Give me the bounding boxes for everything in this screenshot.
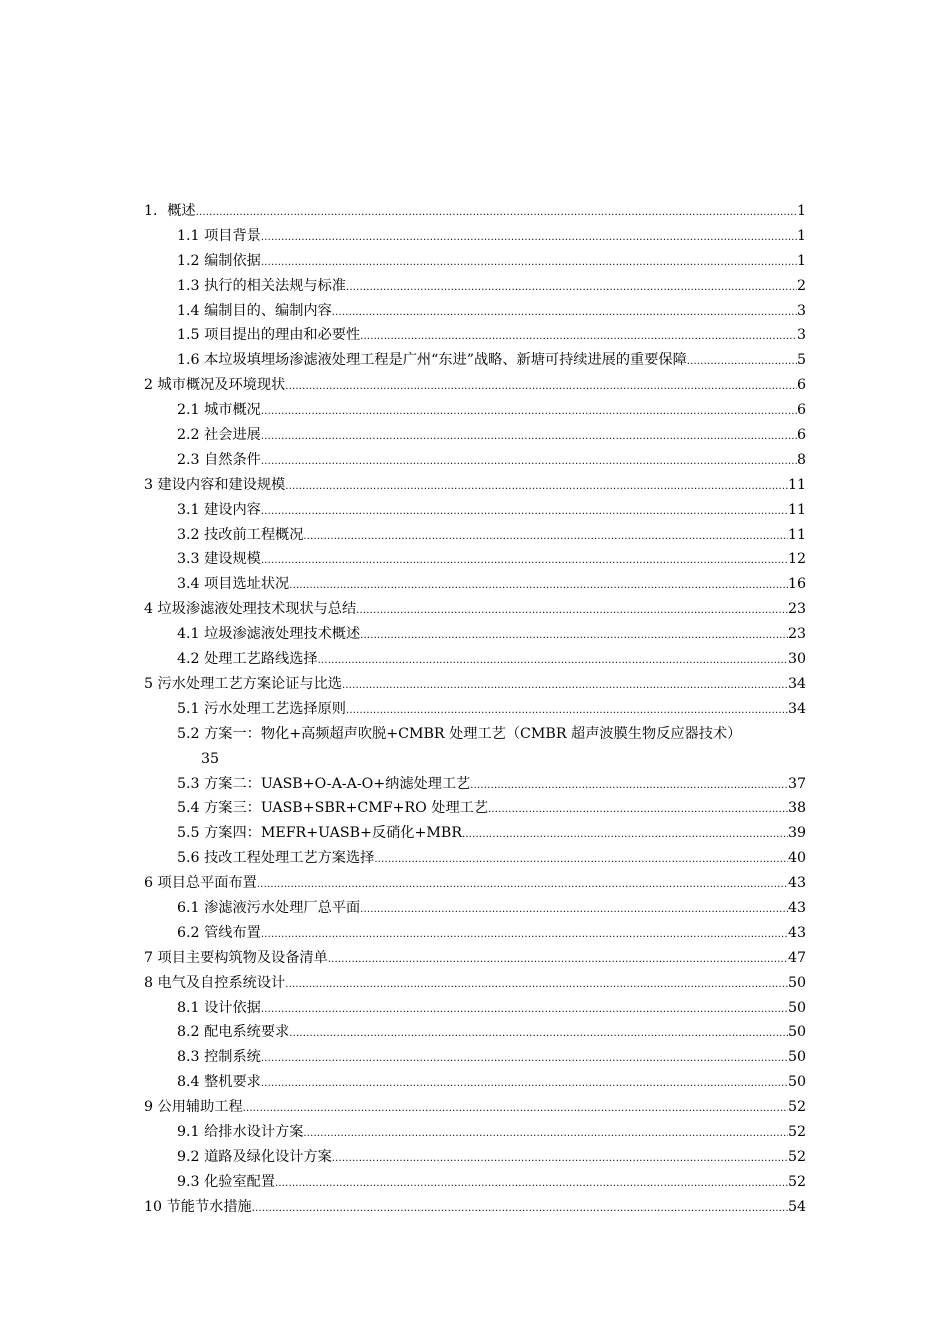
toc-title: 4.1 垃圾渗滤液处理技术概述 [177,626,361,643]
toc-title: 5.5 方案四：MEFR+UASB+反硝化+MBR [177,825,463,842]
toc-leader [261,226,797,251]
toc-entry[interactable] [144,498,806,523]
toc-title: 6.2 管线布置 [177,924,261,941]
toc-title: 1.1 项目背景 [177,227,261,244]
toc-leader [261,549,788,574]
toc-title: 5.1 污水处理工艺选择原则 [177,700,346,717]
toc-leader [289,1022,788,1047]
toc-page: 6 [796,377,806,394]
toc-title: 10 节能节水措施 [144,1198,252,1215]
toc-leader [285,973,788,998]
toc-title: 2 城市概况及环境现状 [144,377,286,394]
toc-page: 52 [787,1173,806,1190]
toc-title: 3.1 建设内容 [177,501,261,518]
toc-page: 23 [787,601,806,618]
toc-page: 43 [787,899,806,916]
toc-page: 47 [787,949,806,966]
toc-leader [303,525,788,550]
toc-entry[interactable] [144,1145,806,1170]
toc-page: 11 [787,501,806,518]
toc-page: 40 [787,850,806,867]
toc-leader [462,823,788,848]
toc-title: 5.3 方案二：UASB+O-A-A-O+纳滤处理工艺 [177,775,471,792]
toc-title: 8.4 整机要求 [177,1074,261,1091]
toc-page: 11 [787,476,806,493]
toc-title: 4 垃圾渗滤液处理技术现状与总结 [144,601,357,618]
toc-leader [243,1097,788,1122]
toc-entry[interactable] [144,647,806,672]
toc-leader [261,1072,788,1097]
toc-page: 5 [796,352,806,369]
toc-entry[interactable] [144,896,806,921]
toc-page: 52 [787,1123,806,1140]
toc-title: 8 电气及自控系统设计 [144,974,286,991]
toc-title: 3.4 项目选址状况 [177,576,290,593]
toc-title: 8.2 配电系统要求 [177,1024,290,1041]
toc-leader [196,201,797,226]
toc-entry[interactable] [144,971,806,996]
toc-entry[interactable] [144,323,806,348]
toc-entry[interactable] [144,523,806,548]
toc-leader [303,1122,788,1147]
toc-title: 8.3 控制系统 [177,1049,261,1066]
toc-leader [261,1047,788,1072]
toc-leader [261,450,797,475]
toc-page: 50 [787,999,806,1016]
toc-leader [374,848,788,873]
toc-title: 1.6 本垃圾填埋场渗滤液处理工程是广州“东进”战略、新塘可持续进展的重要保障 [177,352,687,369]
toc-entry[interactable] [144,996,806,1021]
toc-title: 9.1 给排水设计方案 [177,1123,304,1140]
toc-title: 2.2 社会进展 [177,427,261,444]
toc-entry[interactable] [144,1120,806,1145]
toc-leader [285,475,788,500]
toc-title: 5.6 技改工程处理工艺方案选择 [177,850,375,867]
toc-title: 8.1 设计依据 [177,999,261,1016]
toc-entry[interactable] [144,1020,806,1045]
toc-title: 1．概述 [144,203,196,219]
toc-title: 1.2 编制依据 [177,252,261,269]
toc-leader [261,400,797,425]
toc-entry[interactable] [144,398,806,423]
toc-leader [257,873,788,898]
toc-leader [360,325,797,350]
toc-entry[interactable] [144,772,806,797]
toc-page: 1 [796,203,806,219]
toc-title: 9.3 化验室配置 [177,1173,276,1190]
toc-leader [328,948,788,973]
toc-page: 8 [796,451,806,468]
toc-page: 1 [796,252,806,269]
toc-leader [342,674,788,699]
toc-page: 52 [787,1099,806,1116]
toc-entry[interactable] [144,821,806,846]
toc-title: 2.3 自然条件 [177,451,261,468]
toc-entry[interactable] [144,224,806,249]
toc-leader [285,375,797,400]
toc-entry[interactable] [144,547,806,572]
toc-entry[interactable] [144,871,806,896]
toc-page: 23 [787,626,806,643]
toc-page: 50 [787,1049,806,1066]
toc-entry[interactable] [144,1095,806,1120]
toc-title: 3 建设内容和建设规模 [144,476,286,493]
toc-entry[interactable] [144,622,806,647]
toc-title: 4.2 处理工艺路线选择 [177,651,318,668]
toc-page: 54 [787,1198,806,1215]
toc-entry[interactable] [144,448,806,473]
toc-title: 5.2 方案一：物化+高频超声吹脱+CMBR 处理工艺（CMBR 超声波膜生物反应器技术） [177,725,742,742]
toc-leader [252,1197,788,1222]
toc-page: 50 [787,1024,806,1041]
toc-page: 6 [796,427,806,444]
toc-page: 3 [796,302,806,319]
toc-leader [261,998,788,1023]
toc-leader [332,301,797,326]
toc-page: 38 [787,800,806,817]
toc-title: 1.3 执行的相关法规与标准 [177,277,346,294]
toc-leader [346,699,788,724]
toc-title: 6 项目总平面布置 [144,875,257,892]
toc-page: 2 [796,277,806,294]
toc-title: 9 公用辅助工程 [144,1099,243,1116]
toc-entry[interactable] [144,672,806,697]
toc-entry[interactable] [144,697,806,722]
toc-leader [687,350,797,375]
toc-page: 12 [787,551,806,568]
toc-leader [289,574,788,599]
toc-leader [261,425,797,450]
toc-title: 7 项目主要构筑物及设备清单 [144,949,328,966]
toc-entry[interactable] [144,946,806,971]
toc-leader [356,599,788,624]
toc-title: 5 污水处理工艺方案论证与比选 [144,675,342,692]
toc-page: 50 [787,974,806,991]
toc-leader [360,898,788,923]
toc-page: 37 [787,775,806,792]
toc-page: 43 [787,875,806,892]
toc-page: 52 [787,1148,806,1165]
toc-entry[interactable] [144,846,806,871]
toc-title: 3.3 建设规模 [177,551,261,568]
toc-leader [261,251,797,276]
toc-entry[interactable] [144,473,806,498]
toc-page: 6 [796,402,806,419]
toc-leader [346,276,797,301]
toc-page: 11 [787,526,806,543]
toc-entry[interactable] [144,274,806,299]
table-of-contents [144,199,806,1220]
toc-entry[interactable] [144,249,806,274]
toc-page: 43 [787,924,806,941]
toc-entry[interactable] [144,299,806,324]
toc-entry[interactable] [144,722,806,772]
toc-page: 50 [787,1074,806,1091]
toc-leader [261,500,788,525]
toc-leader [360,624,788,649]
toc-entry[interactable] [144,423,806,448]
toc-entry[interactable] [144,597,806,622]
toc-entry[interactable] [144,572,806,597]
toc-entry[interactable] [144,1195,806,1220]
toc-page: 39 [787,825,806,842]
toc-page: 34 [787,675,806,692]
toc-title: 1.5 项目提出的理由和必要性 [177,327,361,344]
toc-title: 3.2 技改前工程概况 [177,526,304,543]
toc-title: 9.2 道路及绿化设计方案 [177,1148,332,1165]
toc-entry[interactable] [144,921,806,946]
toc-title: 5.4 方案三：UASB+SBR+CMF+RO 处理工艺 [177,800,489,817]
toc-page: 35 [201,750,220,767]
toc-page: 1 [796,227,806,244]
toc-entry[interactable] [144,199,806,224]
toc-leader [275,1172,788,1197]
toc-entry[interactable] [144,373,806,398]
toc-page: 16 [787,576,806,593]
toc-title: 2.1 城市概况 [177,402,261,419]
toc-entry[interactable] [144,348,806,373]
toc-entry[interactable] [144,1045,806,1070]
toc-page: 30 [787,651,806,668]
toc-title: 1.4 编制目的、编制内容 [177,302,332,319]
toc-leader [488,798,788,823]
toc-leader [318,649,788,674]
toc-leader [470,774,788,799]
toc-title: 6.1 渗滤液污水处理厂总平面 [177,899,361,916]
toc-entry[interactable] [144,1170,806,1195]
toc-leader [261,923,788,948]
toc-leader [332,1147,788,1172]
toc-entry[interactable] [144,796,806,821]
toc-page: 34 [787,700,806,717]
toc-page: 3 [796,327,806,344]
toc-entry[interactable] [144,1070,806,1095]
